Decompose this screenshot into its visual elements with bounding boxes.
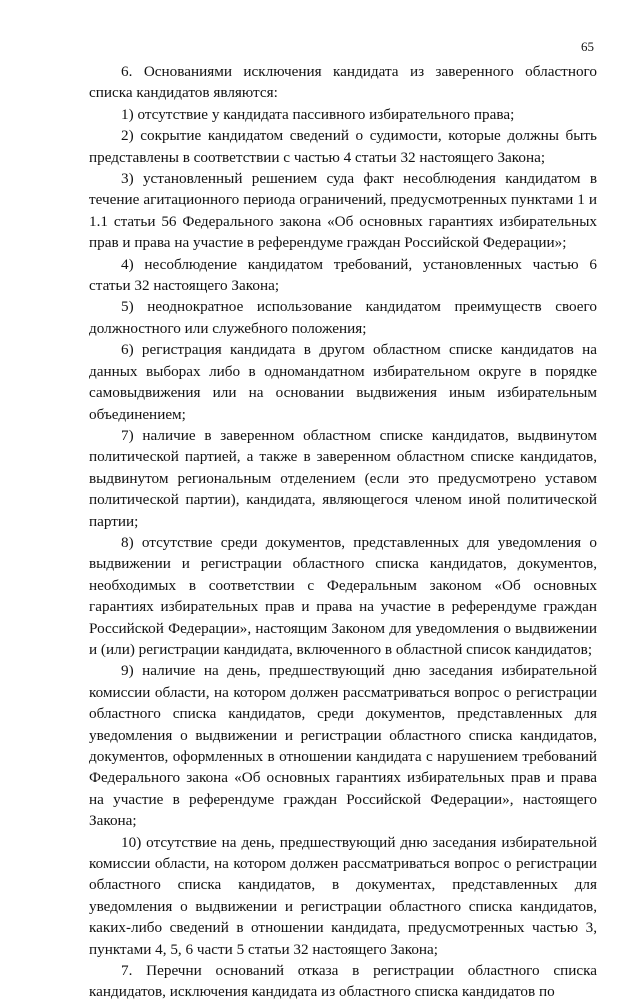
list-item-2: 2) сокрытие кандидатом сведений о судимости, которые должны быть представлены в соответствии с частью 4 статьи 32 настоящего Закона; xyxy=(89,127,597,166)
list-item-6: 6) регистрация кандидата в другом областном списке кандидатов на данных выборах либо в одномандатном избирательном округе в порядке самовыдвижения или на основании выдвижения иным избирательным объединением; xyxy=(89,341,597,423)
paragraph-7: 7. Перечни оснований отказа в регистрации областного списка кандидатов, исключения кандидата из областного списка кандидатов по xyxy=(89,962,597,1001)
list-item-9: 9) наличие на день, предшествующий дню заседания избирательной комиссии области, на котором должен рассматриваться вопрос о регистрации областного списка кандидатов, среди документов, представленных для уведомления о выдвижении и регистрации областного списка кандидатов, документов, оформленных в отношении кандидата с нарушением требований Федерального закона «Об основных гарантиях избирательных прав и права на участие в референдуме граждан Российской Федерации», настоящего Закона; xyxy=(89,662,597,830)
list-item-5: 5) неоднократное использование кандидатом преимуществ своего должностного или служебного положения; xyxy=(89,298,597,337)
body-text xyxy=(89,61,597,1003)
paragraph-6-intro: 6. Основаниями исключения кандидата из заверенного областного списка кандидатов являются: xyxy=(89,63,597,102)
list-item-3: 3) установленный решением суда факт несоблюдения кандидатом в течение агитационного периода ограничений, предусмотренных пунктами 1 и 1.1 статьи 56 Федерального закона «Об основных гарантиях избирательных прав и права на участие в референдуме граждан Российской Федерации»; xyxy=(89,170,597,252)
list-item-4: 4) несоблюдение кандидатом требований, установленных частью 6 статьи 32 настоящего Закона; xyxy=(89,255,597,295)
list-item-1: 1) отсутствие у кандидата пассивного избирательного права; xyxy=(121,105,515,123)
list-item-8: 8) отсутствие среди документов, представленных для уведомления о выдвижении и регистрации областного списка кандидатов, документов, необходимых в соответствии с Федеральным законом «Об основных гарантиях избирательных прав и права на участие в референдуме граждан Российской Федерации», настоящим Законом для уведомления о выдвижении и (или) регистрации кандидата, включенного в областной список кандидатов; xyxy=(89,533,597,658)
list-item-10: 10) отсутствие на день, предшествующий дню заседания избирательной комиссии области, на котором должен рассматриваться вопрос о регистрации областного списка кандидатов, в документах, представленных для уведомления о выдвижении и регистрации областного списка кандидатов, каких-либо сведений в отношении кандидата, предусмотренных частью 3, пунктами 4, 5, 6 части 5 статьи 32 настоящего Закона; xyxy=(89,833,597,958)
page-number: 65 xyxy=(581,39,594,54)
list-item-7: 7) наличие в заверенном областном списке кандидатов, выдвинутом политической партией, а также в заверенном областном списке кандидатов, выдвинутом региональным отделением (если это предусмотрено уставом политической партии), кандидата, являющегося членом иной политической партии; xyxy=(89,426,597,530)
